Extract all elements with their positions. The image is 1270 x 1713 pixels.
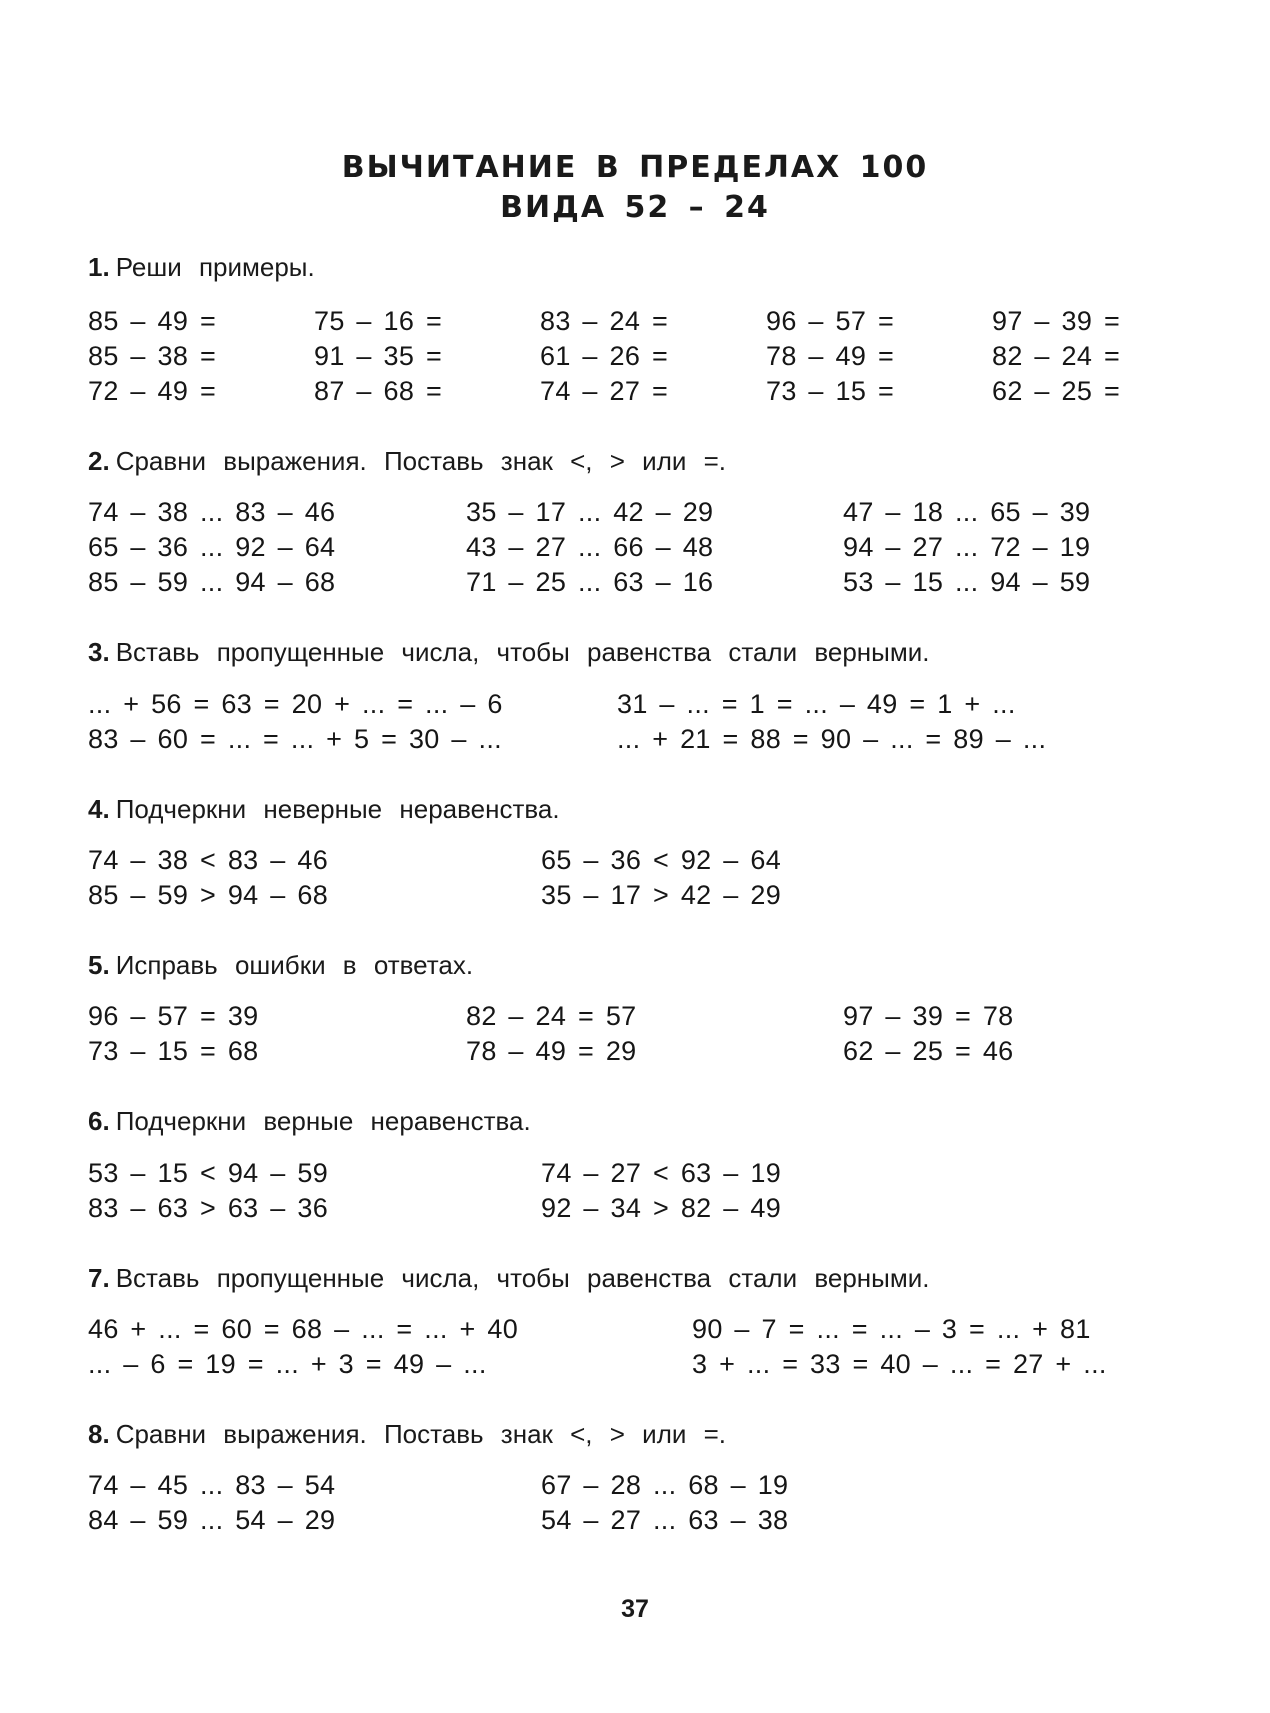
task-number: 2. (88, 446, 110, 476)
task-instruction: Подчеркни неверные неравенства. (115, 794, 560, 824)
task-number: 4. (88, 794, 110, 824)
example: 53 – 15 < 94 – 59 (88, 1158, 329, 1188)
example: 97 – 39 = (992, 306, 1121, 336)
example: 83 – 24 = (540, 306, 669, 336)
task-heading (88, 637, 929, 668)
task-number: 6. (88, 1106, 110, 1136)
task-heading (88, 1106, 531, 1137)
example-row (0, 1349, 1270, 1383)
example-row (0, 845, 1270, 879)
example-row (0, 376, 1270, 410)
page-title-line-2: ВИДА 52 – 24 (500, 190, 770, 225)
task-number: 5. (88, 950, 110, 980)
example: 53 – 15 ... 94 – 59 (843, 567, 1091, 597)
example: 35 – 17 ... 42 – 29 (466, 497, 714, 527)
example: 78 – 49 = 29 (466, 1036, 637, 1066)
example-row (0, 689, 1270, 723)
task-instruction: Сравни выражения. Поставь знак <, > или =. (115, 1419, 727, 1449)
example: 43 – 27 ... 66 – 48 (466, 532, 714, 562)
example: 96 – 57 = 39 (88, 1001, 259, 1031)
task-instruction: Исправь ошибки в ответах. (115, 950, 474, 980)
example: 85 – 38 = (88, 341, 217, 371)
example-row (0, 1314, 1270, 1348)
example: 85 – 59 ... 94 – 68 (88, 567, 336, 597)
example: 85 – 59 > 94 – 68 (88, 880, 329, 910)
example-row (0, 306, 1270, 340)
example-row (0, 880, 1270, 914)
example: 54 – 27 ... 63 – 38 (541, 1505, 789, 1535)
page-number: 37 (621, 1595, 649, 1623)
example: 83 – 63 > 63 – 36 (88, 1193, 329, 1223)
example: 92 – 34 > 82 – 49 (541, 1193, 782, 1223)
example: 71 – 25 ... 63 – 16 (466, 567, 714, 597)
task-instruction: Сравни выражения. Поставь знак <, > или =. (115, 446, 727, 476)
example: 47 – 18 ... 65 – 39 (843, 497, 1091, 527)
task-instruction: Реши примеры. (115, 252, 315, 282)
task-instruction: Вставь пропущенные числа, чтобы равенства стали верными. (115, 637, 930, 667)
example-row (0, 1193, 1270, 1227)
example: 31 – ... = 1 = ... – 49 = 1 + ... (617, 689, 1016, 719)
example: 90 – 7 = ... = ... – 3 = ... + 81 (692, 1314, 1091, 1344)
example: 67 – 28 ... 68 – 19 (541, 1470, 789, 1500)
example-row (0, 1001, 1270, 1035)
example-row (0, 724, 1270, 758)
example: 82 – 24 = 57 (466, 1001, 637, 1031)
task-heading (88, 252, 315, 283)
example: 72 – 49 = (88, 376, 217, 406)
example: 74 – 38 ... 83 – 46 (88, 497, 336, 527)
example-row (0, 1036, 1270, 1070)
page-title-line-1: ВЫЧИТАНИЕ В ПРЕДЕЛАХ 100 (341, 150, 929, 185)
example-row (0, 567, 1270, 601)
example-row (0, 1470, 1270, 1504)
example: 3 + ... = 33 = 40 – ... = 27 + ... (692, 1349, 1107, 1379)
task-number: 8. (88, 1419, 110, 1449)
task-heading (88, 950, 473, 981)
example-row (0, 1505, 1270, 1539)
example: 97 – 39 = 78 (843, 1001, 1014, 1031)
example: 96 – 57 = (766, 306, 895, 336)
task-number: 1. (88, 252, 110, 282)
example: 73 – 15 = 68 (88, 1036, 259, 1066)
example: 35 – 17 > 42 – 29 (541, 880, 782, 910)
example: 74 – 38 < 83 – 46 (88, 845, 329, 875)
task-number: 7. (88, 1263, 110, 1293)
example: 84 – 59 ... 54 – 29 (88, 1505, 336, 1535)
example-row (0, 1158, 1270, 1192)
example-row (0, 341, 1270, 375)
example: 83 – 60 = ... = ... + 5 = 30 – ... (88, 724, 502, 754)
example: 65 – 36 < 92 – 64 (541, 845, 782, 875)
example-row (0, 497, 1270, 531)
example-row (0, 532, 1270, 566)
example: 74 – 27 < 63 – 19 (541, 1158, 782, 1188)
task-heading (88, 1263, 929, 1294)
task-instruction: Вставь пропущенные числа, чтобы равенства стали верными. (115, 1263, 930, 1293)
example: 61 – 26 = (540, 341, 669, 371)
example: 82 – 24 = (992, 341, 1121, 371)
example: ... + 21 = 88 = 90 – ... = 89 – ... (617, 724, 1047, 754)
example: 74 – 45 ... 83 – 54 (88, 1470, 336, 1500)
example: ... + 56 = 63 = 20 + ... = ... – 6 (88, 689, 503, 719)
task-instruction: Подчеркни верные неравенства. (115, 1106, 531, 1136)
example: 94 – 27 ... 72 – 19 (843, 532, 1091, 562)
example: 78 – 49 = (766, 341, 895, 371)
example: 91 – 35 = (314, 341, 443, 371)
example: 65 – 36 ... 92 – 64 (88, 532, 336, 562)
task-heading (88, 794, 560, 825)
task-heading (88, 446, 726, 477)
example: 62 – 25 = (992, 376, 1121, 406)
example: 73 – 15 = (766, 376, 895, 406)
task-number: 3. (88, 637, 110, 667)
example: 74 – 27 = (540, 376, 669, 406)
example: 46 + ... = 60 = 68 – ... = ... + 40 (88, 1314, 519, 1344)
example: 85 – 49 = (88, 306, 217, 336)
example: 62 – 25 = 46 (843, 1036, 1014, 1066)
example: 75 – 16 = (314, 306, 443, 336)
example: ... – 6 = 19 = ... + 3 = 49 – ... (88, 1349, 487, 1379)
example: 87 – 68 = (314, 376, 443, 406)
task-heading (88, 1419, 726, 1450)
